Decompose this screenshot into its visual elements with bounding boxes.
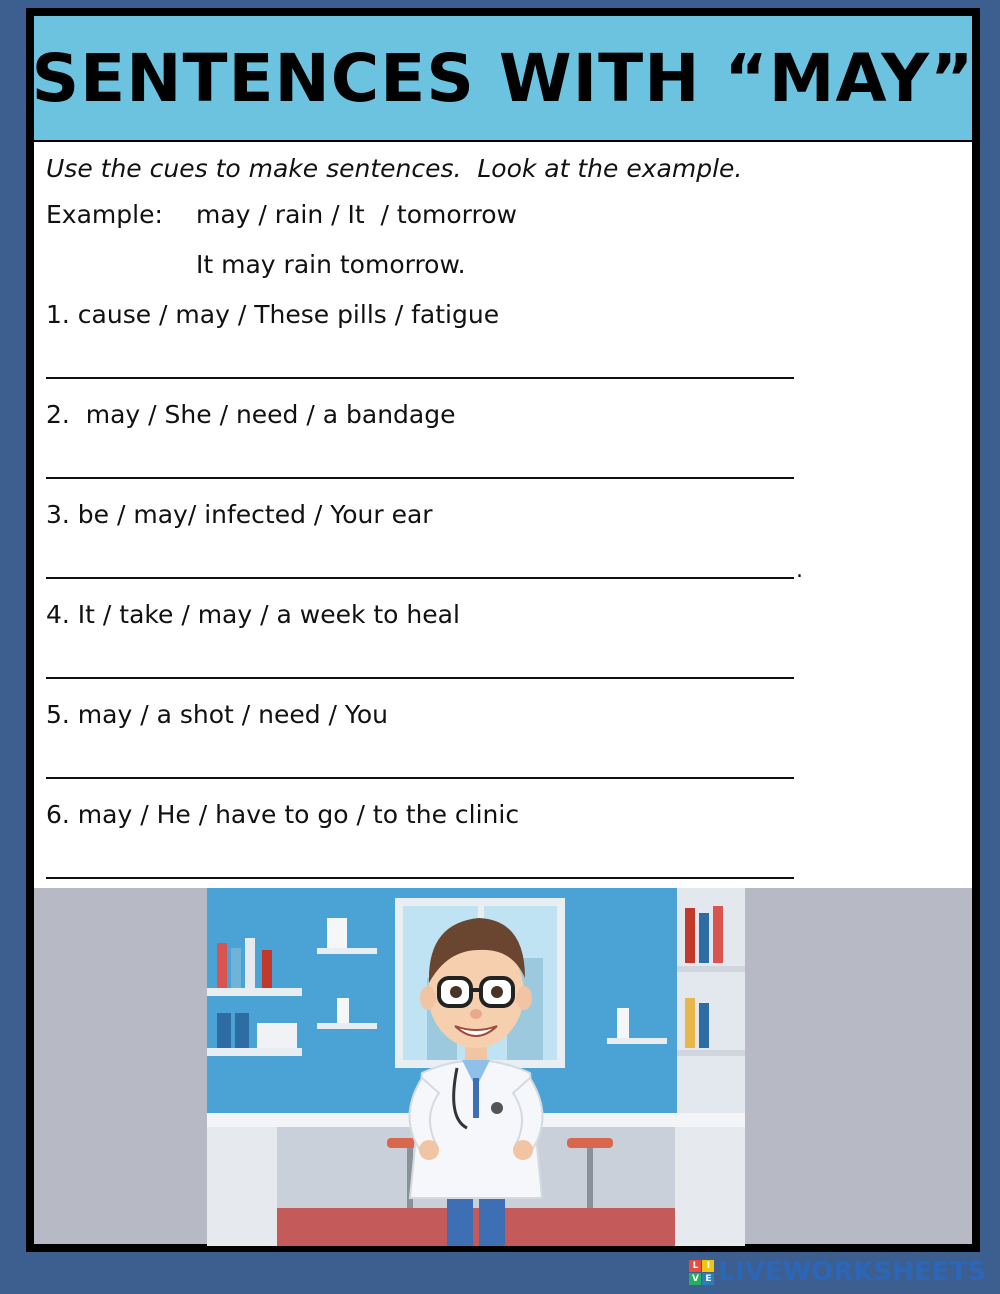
brand-name: LIVEWORKSHEETS <box>718 1257 986 1287</box>
answer-period: . <box>796 558 803 583</box>
page-title: SENTENCES WITH “MAY” <box>31 39 975 117</box>
worksheet <box>26 8 980 1252</box>
title-banner <box>31 16 975 140</box>
example-answer: It may rain tomorrow. <box>196 250 466 279</box>
answer-field-2[interactable] <box>46 477 794 479</box>
example-cue: may / rain / It / tomorrow <box>196 200 517 229</box>
liveworksheets-brand[interactable] <box>689 1258 986 1286</box>
example-label: Example: <box>46 200 163 229</box>
doctor-illustration <box>207 888 745 1246</box>
answer-field-3[interactable] <box>46 577 794 579</box>
exercise-area <box>34 142 972 888</box>
liveworksheets-logo-icon: L I V E <box>689 1260 714 1285</box>
doctor-office-picture <box>207 888 745 1246</box>
item-cue-5: 5. may / a shot / need / You <box>46 700 389 729</box>
instructions: Use the cues to make sentences. Look at the example. <box>46 154 743 183</box>
answer-field-4[interactable] <box>46 677 794 679</box>
item-cue-4: 4. It / take / may / a week to heal <box>46 600 460 629</box>
item-cue-3: 3. be / may/ infected / Your ear <box>46 500 433 529</box>
answer-field-6[interactable] <box>46 877 794 879</box>
item-cue-6: 6. may / He / have to go / to the clinic <box>46 800 520 829</box>
item-cue-1: 1. cause / may / These pills / fatigue <box>46 300 500 329</box>
illustration-panel <box>34 888 972 1244</box>
answer-field-1[interactable] <box>46 377 794 379</box>
item-cue-2: 2. may / She / need / a bandage <box>46 400 456 429</box>
answer-field-5[interactable] <box>46 777 794 779</box>
